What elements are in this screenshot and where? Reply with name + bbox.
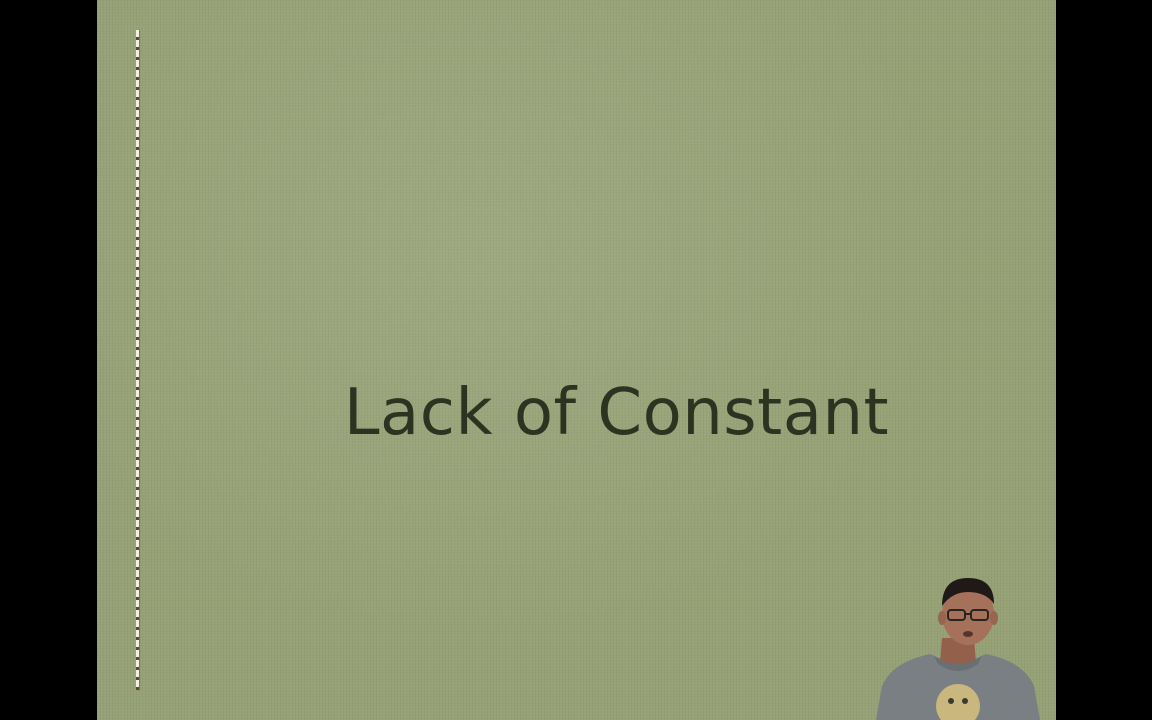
binding-stitch — [136, 30, 139, 690]
presenter-webcam-overlay — [872, 566, 1044, 720]
slide-title: Lack of Constant — [343, 376, 890, 450]
presenter-avatar-icon — [872, 566, 1044, 720]
